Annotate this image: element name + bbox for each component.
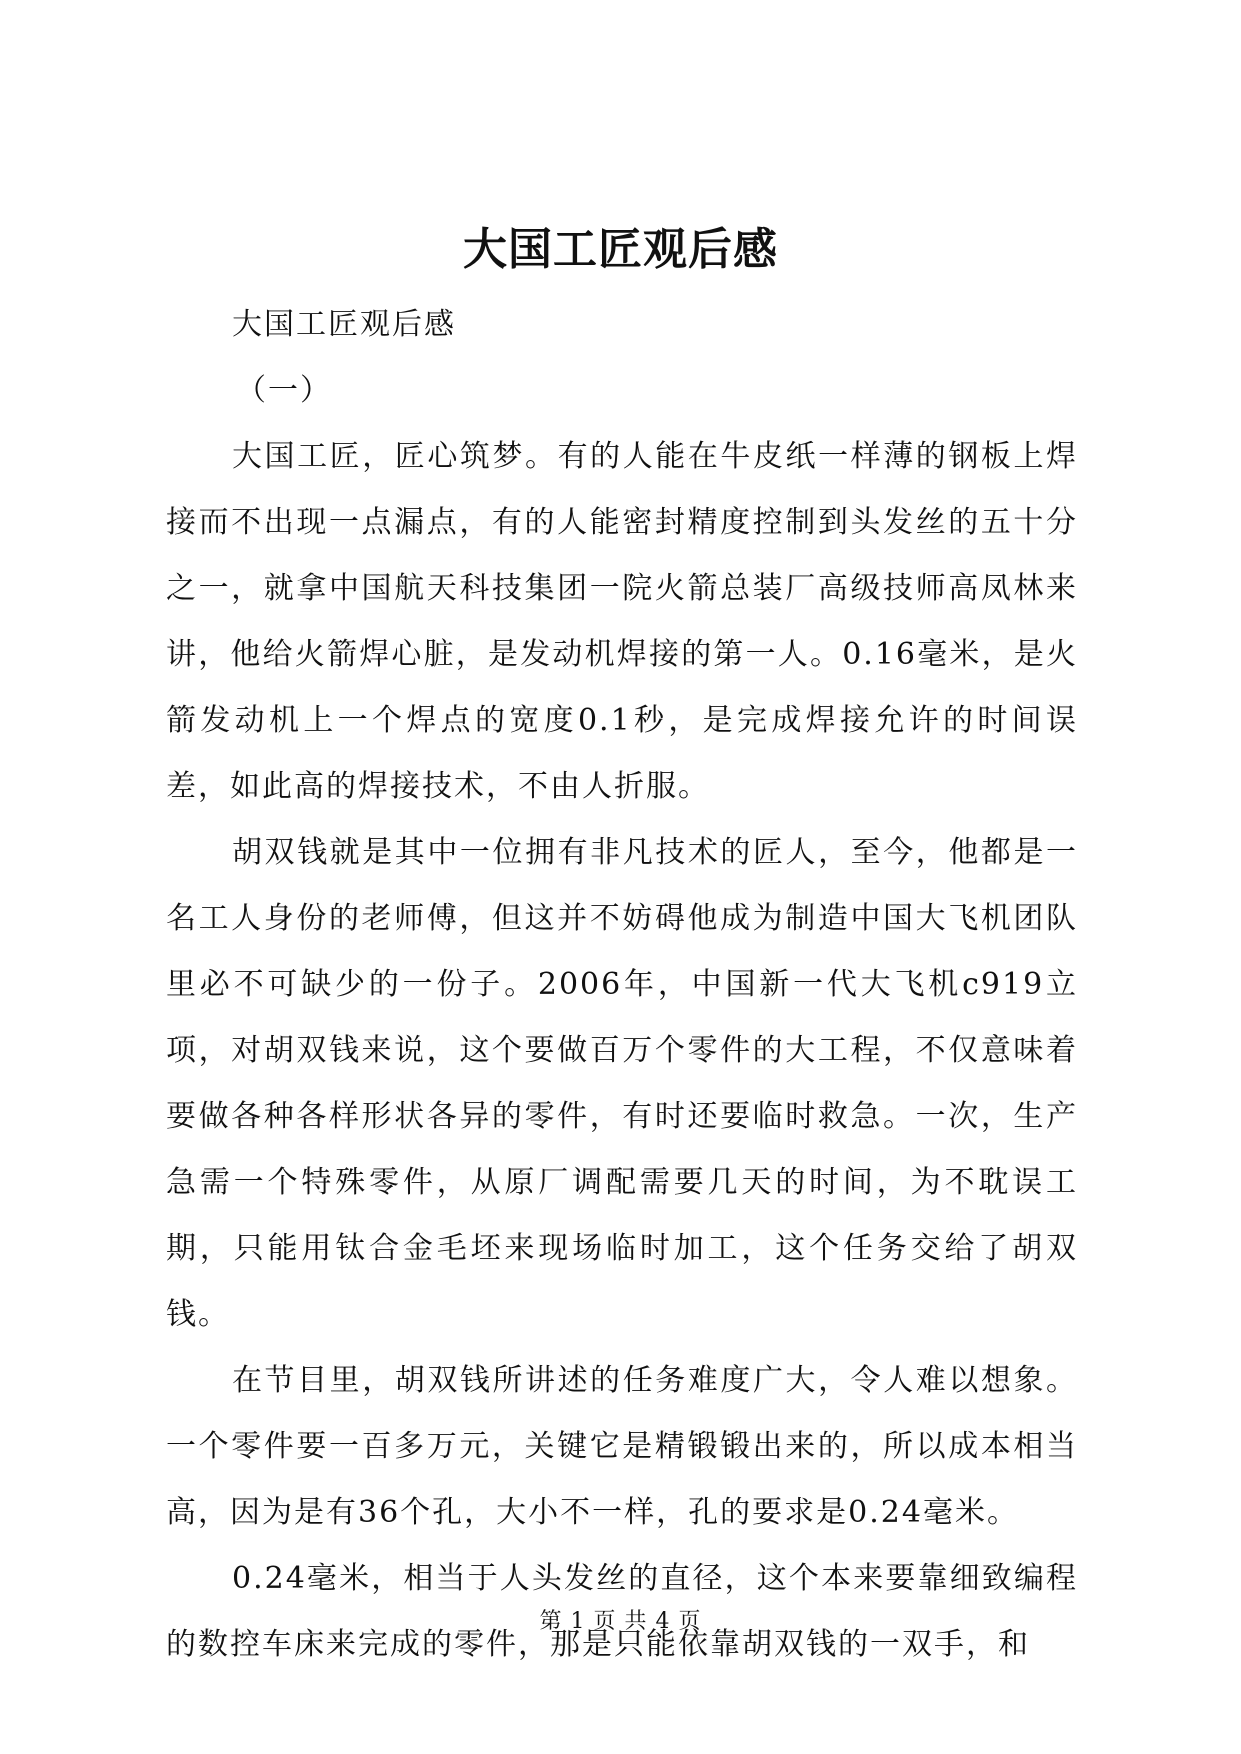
body-paragraph: 胡双钱就是其中一位拥有非凡技术的匠人，至今，他都是一名工人身份的老师傅，但这并不妨碍他成为制造中国大飞机团队里必不可缺少的一份子。2006年，中国新一代大飞机c919立项，对胡双钱来说，这个要做百万个零件的大工程，不仅意味着要做各种各样形状各异的零件，有时还要临时救急。一次，生产急需一个特殊零件，从原厂调配需要几天的时间，为不耽误工期，只能用钛合金毛坯来现场临时加工，这个任务交给了胡双钱。 bbox=[166, 835, 1078, 1332]
page-footer: 第 1 页 共 4 页 bbox=[539, 1609, 702, 1634]
document-title: 大国工匠观后感 bbox=[463, 224, 778, 275]
body-paragraph: 大国工匠，匠心筑梦。有的人能在牛皮纸一样薄的钢板上焊接而不出现一点漏点，有的人能密封精度控制到头发丝的五十分之一，就拿中国航天科技集团一院火箭总装厂高级技师高凤林来讲，他给火箭焊心脏，是发动机焊接的第一人。0.16毫米，是火箭发动机上一个焊点的宽度0.1秒，是完成焊接允许的时间误差，如此高的焊接技术，不由人折服。 bbox=[166, 439, 1078, 804]
body-paragraph: 0.24毫米，相当于人头发丝的直径，这个本来要靠细致编程的数控车床来完成的零件，那是只能依靠胡双钱的一双手，和 bbox=[166, 1561, 1078, 1662]
subtitle-paragraph: 大国工匠观后感 bbox=[232, 307, 456, 342]
section-number-paragraph: （一） bbox=[236, 373, 332, 408]
document-body bbox=[166, 292, 1078, 1678]
body-paragraph: 在节目里，胡双钱所讲述的任务难度广大，令人难以想象。一个零件要一百多万元，关键它是精锻锻出来的，所以成本相当高，因为是有36个孔，大小不一样，孔的要求是0.24毫米。 bbox=[166, 1363, 1078, 1530]
